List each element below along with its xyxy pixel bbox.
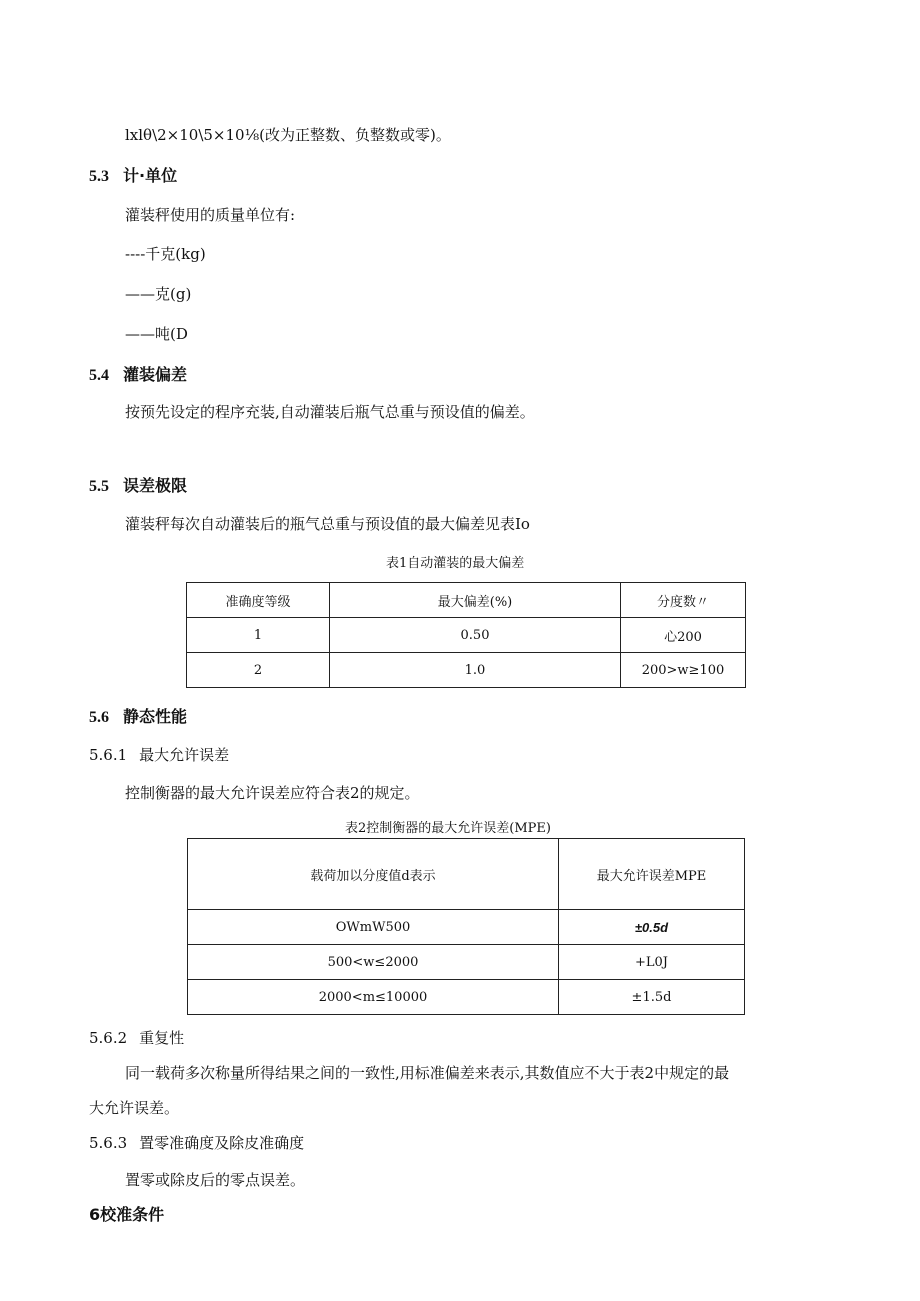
- section-number: 5.4: [89, 367, 109, 384]
- table-header-cell: 载荷加以分度值d表示: [188, 839, 559, 910]
- table-row: [188, 945, 745, 980]
- table-cell: 1.0: [330, 653, 621, 688]
- section-heading-5-4: [89, 365, 187, 386]
- subsection-heading-5-6-1: [89, 745, 229, 765]
- table-cell: 500<w≤2000: [188, 945, 559, 980]
- table-cell: ±0.5d: [559, 910, 745, 945]
- paragraph-filling-deviation: 按预先设定的程序充装,自动灌装后瓶气总重与预设值的偏差。: [125, 403, 535, 421]
- paragraph-repeatability-2: 大允许误差。: [89, 1099, 180, 1117]
- table-cell: 200>w≥100: [621, 653, 746, 688]
- section-heading-6: 6校准条件: [89, 1205, 165, 1224]
- table-cell: 心200: [621, 618, 746, 653]
- table2: [187, 838, 745, 1015]
- table2-caption: 表2控制衡器的最大允许误差(MPE): [345, 821, 551, 836]
- formula-line: lxlθ\2×10\5×10⅛(改为正整数、负整数或零)。: [125, 126, 451, 144]
- section-number: 5.6: [89, 709, 109, 726]
- paragraph-zero-error: 置零或除皮后的零点误差。: [125, 1171, 306, 1189]
- paragraph-mpe: 控制衡器的最大允许误差应符合表2的规定。: [125, 784, 420, 802]
- table-row: [188, 980, 745, 1015]
- unit-gram: ——克(g): [125, 285, 192, 303]
- table-header-cell: 最大偏差(%): [330, 583, 621, 618]
- section-heading-5-5: [89, 476, 187, 497]
- section-title: 灌装偏差: [123, 365, 188, 384]
- table-header-row: [187, 583, 746, 618]
- paragraph-repeatability-1: 同一载荷多次称量所得结果之间的一致性,用标准偏差来表示,其数值应不大于表2中规定的最: [125, 1064, 730, 1082]
- table-header-cell: 分度数〃: [621, 583, 746, 618]
- table-header-row: [188, 839, 745, 910]
- table1-caption: 表1自动灌装的最大偏差: [386, 556, 525, 571]
- table-cell: 0.50: [330, 618, 621, 653]
- table-row: [187, 653, 746, 688]
- subsection-heading-5-6-3: [89, 1133, 304, 1153]
- section-number: 5.6.3: [89, 1134, 128, 1152]
- table-cell: 1: [187, 618, 330, 653]
- table-cell: 2000<m≤10000: [188, 980, 559, 1015]
- section-number: 5.3: [89, 168, 109, 185]
- section-title: 重复性: [139, 1029, 185, 1047]
- table-cell: ±1.5d: [559, 980, 745, 1015]
- paragraph-error-limit: 灌装秤每次自动灌装后的瓶气总重与预设值的最大偏差见表Io: [125, 515, 530, 533]
- paragraph-units-intro: 灌装秤使用的质量单位有:: [125, 206, 296, 224]
- section-title: 误差极限: [123, 476, 188, 495]
- table-cell: 2: [187, 653, 330, 688]
- table-row: [188, 910, 745, 945]
- table1: [186, 582, 746, 688]
- table-cell: +L0J: [559, 945, 745, 980]
- table-cell: OWmW500: [188, 910, 559, 945]
- subsection-heading-5-6-2: [89, 1028, 184, 1048]
- section-number: 5.6.1: [89, 746, 128, 764]
- unit-kilogram: ----千克(kg): [125, 245, 206, 263]
- section-title: 计·单位: [123, 166, 178, 185]
- section-number: 5.6.2: [89, 1029, 128, 1047]
- table-header-cell: 最大允许误差MPE: [559, 839, 745, 910]
- section-title: 置零准确度及除皮准确度: [139, 1134, 305, 1152]
- section-title: 最大允许误差: [139, 746, 230, 764]
- section-number: 5.5: [89, 478, 109, 495]
- section-heading-5-3: [89, 166, 177, 187]
- unit-ton: ——吨(D: [125, 325, 188, 343]
- section-title: 静态性能: [123, 707, 188, 726]
- table-row: [187, 618, 746, 653]
- table-header-cell: 准确度等级: [187, 583, 330, 618]
- section-heading-5-6: [89, 707, 187, 728]
